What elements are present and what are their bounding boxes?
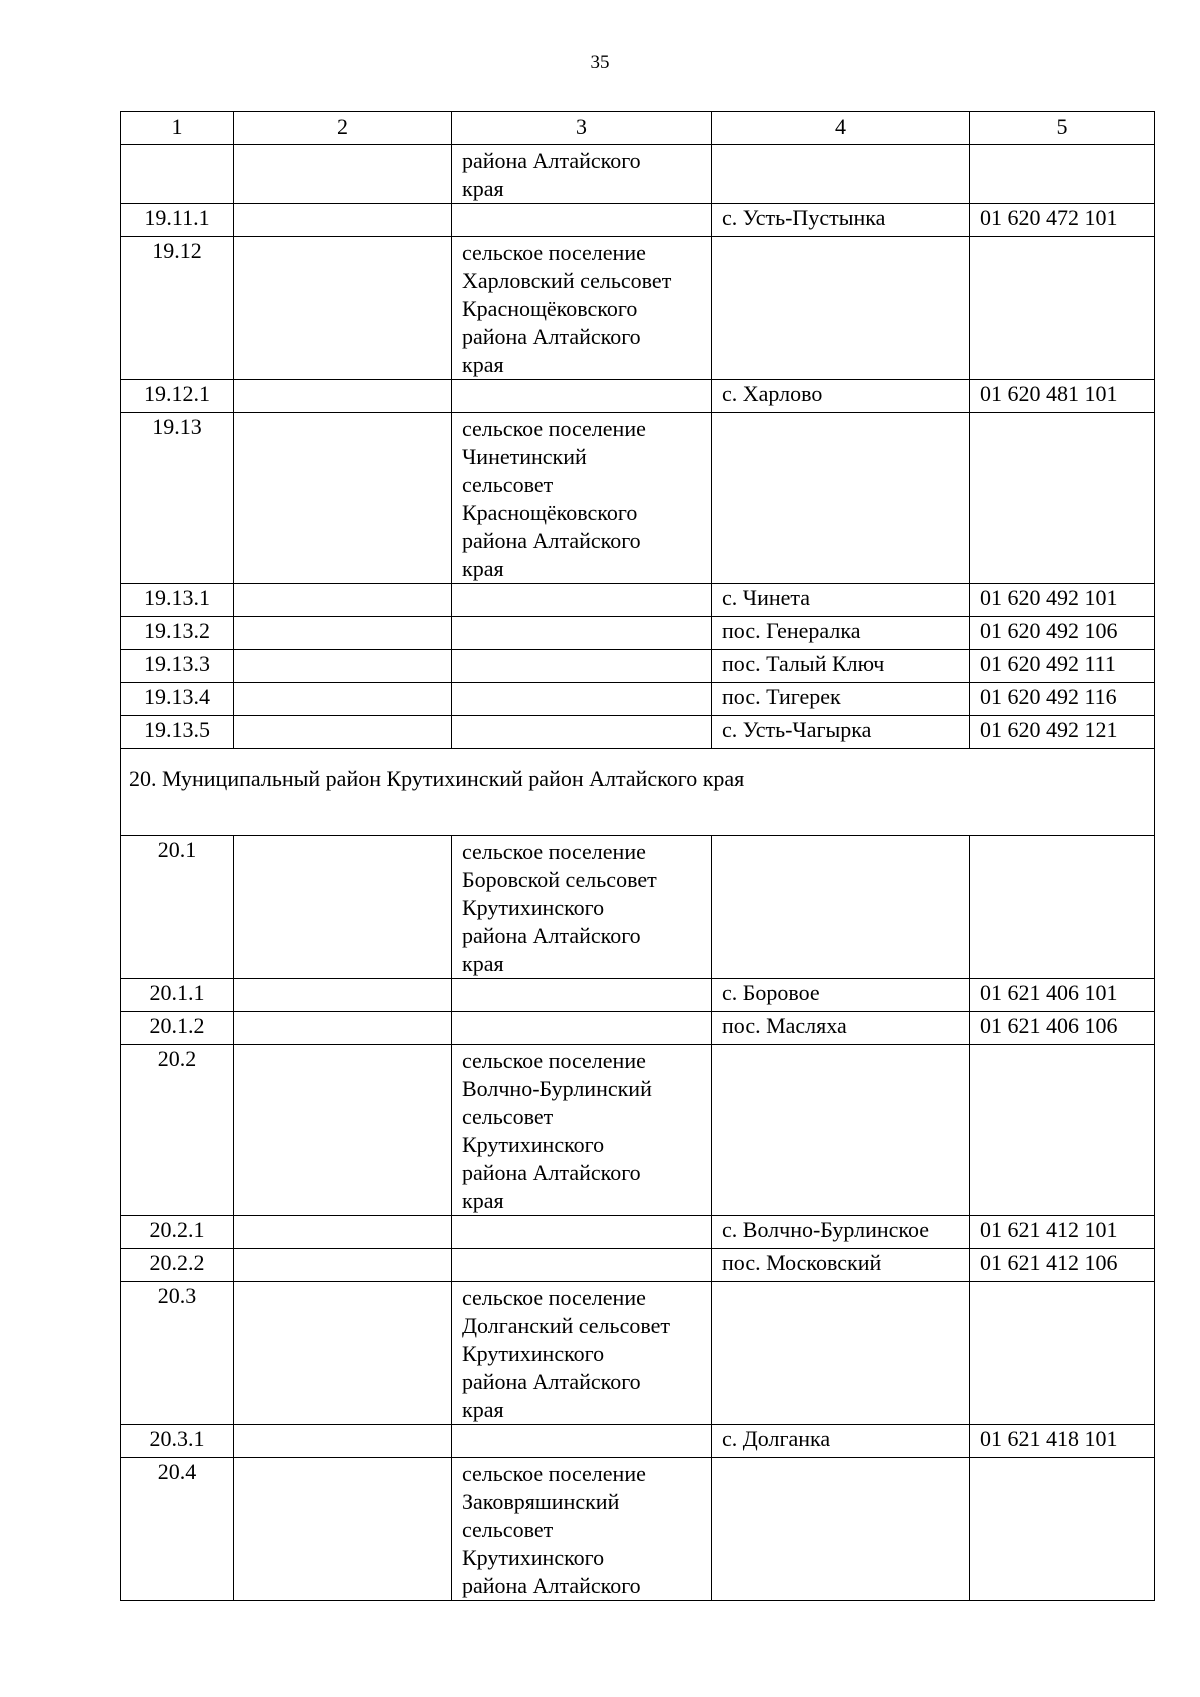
entity-cell — [452, 145, 712, 204]
section-row — [121, 749, 1155, 836]
code-cell: 19.13.2 — [121, 617, 234, 650]
entity-text: района Алтайского края — [462, 148, 641, 201]
entity-cell — [452, 1045, 712, 1216]
table-header-row — [121, 112, 1155, 145]
entity-cell — [452, 204, 712, 237]
settlement-cell: с. Усть-Чагырка — [712, 716, 970, 749]
empty-cell — [234, 716, 452, 749]
oktmo-code-cell: 01 621 412 106 — [970, 1249, 1155, 1282]
oktmo-code-cell: 01 621 412 101 — [970, 1216, 1155, 1249]
section-title: 20. Муниципальный район Крутихинский район Алтайского края — [121, 749, 1155, 836]
entity-cell — [452, 650, 712, 683]
oktmo-code-cell — [970, 1045, 1155, 1216]
oktmo-code-cell: 01 620 492 121 — [970, 716, 1155, 749]
empty-cell — [234, 237, 452, 380]
entity-cell — [452, 979, 712, 1012]
settlement-cell — [712, 145, 970, 204]
settlements-table — [120, 111, 1155, 1601]
empty-cell — [234, 413, 452, 584]
code-cell: 20.2.1 — [121, 1216, 234, 1249]
oktmo-code-cell — [970, 836, 1155, 979]
empty-cell — [234, 683, 452, 716]
empty-cell — [234, 584, 452, 617]
empty-cell — [234, 1425, 452, 1458]
empty-cell — [234, 145, 452, 204]
table-row — [121, 617, 1155, 650]
entity-cell — [452, 1216, 712, 1249]
entity-cell — [452, 683, 712, 716]
oktmo-code-cell: 01 621 418 101 — [970, 1425, 1155, 1458]
entity-cell — [452, 1012, 712, 1045]
oktmo-code-cell: 01 620 492 101 — [970, 584, 1155, 617]
settlement-cell — [712, 237, 970, 380]
table-row — [121, 1282, 1155, 1425]
code-cell: 20.2 — [121, 1045, 234, 1216]
oktmo-code-cell — [970, 145, 1155, 204]
code-cell: 20.1 — [121, 836, 234, 979]
code-cell: 19.11.1 — [121, 204, 234, 237]
entity-cell — [452, 617, 712, 650]
oktmo-code-cell: 01 621 406 101 — [970, 979, 1155, 1012]
table-row — [121, 584, 1155, 617]
oktmo-code-cell: 01 620 492 111 — [970, 650, 1155, 683]
settlement-cell: с. Харлово — [712, 380, 970, 413]
entity-cell — [452, 413, 712, 584]
code-cell: 19.13.1 — [121, 584, 234, 617]
table-row — [121, 1249, 1155, 1282]
code-cell: 20.3 — [121, 1282, 234, 1425]
entity-cell — [452, 237, 712, 380]
column-header: 1 — [121, 112, 234, 145]
code-cell: 19.12.1 — [121, 380, 234, 413]
table-row — [121, 1012, 1155, 1045]
settlement-cell: пос. Масляха — [712, 1012, 970, 1045]
settlement-cell — [712, 1045, 970, 1216]
settlement-cell: с. Долганка — [712, 1425, 970, 1458]
entity-cell — [452, 836, 712, 979]
empty-cell — [234, 650, 452, 683]
empty-cell — [234, 1012, 452, 1045]
page-number: 35 — [590, 52, 610, 73]
table-row — [121, 145, 1155, 204]
code-cell: 19.13 — [121, 413, 234, 584]
table-row — [121, 380, 1155, 413]
table-row — [121, 716, 1155, 749]
entity-text: сельское поселение Боровской сельсовет Крутихинского района Алтайского края — [462, 839, 657, 976]
settlement-cell: с. Волчно-Бурлинское — [712, 1216, 970, 1249]
empty-cell — [234, 1458, 452, 1601]
code-cell: 20.4 — [121, 1458, 234, 1601]
code-cell: 19.13.3 — [121, 650, 234, 683]
empty-cell — [234, 1045, 452, 1216]
entity-text: сельское поселение Волчно-Бурлинский сельсовет Крутихинского района Алтайского края — [462, 1048, 652, 1213]
table-row — [121, 836, 1155, 979]
oktmo-code-cell: 01 620 472 101 — [970, 204, 1155, 237]
settlement-cell: с. Боровое — [712, 979, 970, 1012]
entity-cell — [452, 1249, 712, 1282]
oktmo-code-cell — [970, 237, 1155, 380]
entity-cell — [452, 716, 712, 749]
settlement-cell: пос. Талый Ключ — [712, 650, 970, 683]
column-header: 3 — [452, 112, 712, 145]
oktmo-code-cell: 01 620 492 116 — [970, 683, 1155, 716]
entity-cell — [452, 584, 712, 617]
settlement-cell: пос. Генералка — [712, 617, 970, 650]
table-row — [121, 1425, 1155, 1458]
code-cell: 19.12 — [121, 237, 234, 380]
empty-cell — [234, 1282, 452, 1425]
empty-cell — [234, 979, 452, 1012]
empty-cell — [234, 617, 452, 650]
table-row — [121, 683, 1155, 716]
code-cell: 20.2.2 — [121, 1249, 234, 1282]
oktmo-code-cell: 01 621 406 106 — [970, 1012, 1155, 1045]
entity-text: сельское поселение Долганский сельсовет Крутихинского района Алтайского края — [462, 1285, 670, 1422]
code-cell: 19.13.5 — [121, 716, 234, 749]
oktmo-code-cell: 01 620 492 106 — [970, 617, 1155, 650]
settlement-cell: с. Усть-Пустынка — [712, 204, 970, 237]
table-row — [121, 1045, 1155, 1216]
table-row — [121, 204, 1155, 237]
empty-cell — [234, 1249, 452, 1282]
settlement-cell: пос. Тигерек — [712, 683, 970, 716]
oktmo-code-cell: 01 620 481 101 — [970, 380, 1155, 413]
entity-cell — [452, 380, 712, 413]
entity-cell — [452, 1458, 712, 1601]
settlement-cell — [712, 836, 970, 979]
empty-cell — [234, 204, 452, 237]
table-row — [121, 650, 1155, 683]
column-header: 5 — [970, 112, 1155, 145]
entity-text: сельское поселение Харловский сельсовет Краснощёковского района Алтайского края — [462, 240, 672, 377]
column-header: 2 — [234, 112, 452, 145]
empty-cell — [234, 836, 452, 979]
table-row — [121, 979, 1155, 1012]
oktmo-code-cell — [970, 1458, 1155, 1601]
settlement-cell — [712, 413, 970, 584]
table-row — [121, 413, 1155, 584]
code-cell: 20.1.1 — [121, 979, 234, 1012]
table-row — [121, 237, 1155, 380]
settlement-cell: пос. Московский — [712, 1249, 970, 1282]
code-cell: 19.13.4 — [121, 683, 234, 716]
settlement-cell — [712, 1282, 970, 1425]
oktmo-code-cell — [970, 413, 1155, 584]
entity-text: сельское поселение Чинетинский сельсовет Краснощёковского района Алтайского края — [462, 416, 646, 581]
code-cell: 20.1.2 — [121, 1012, 234, 1045]
code-cell: 20.3.1 — [121, 1425, 234, 1458]
settlement-cell: с. Чинета — [712, 584, 970, 617]
table-row — [121, 1216, 1155, 1249]
column-header: 4 — [712, 112, 970, 145]
empty-cell — [234, 380, 452, 413]
empty-cell — [234, 1216, 452, 1249]
settlement-cell — [712, 1458, 970, 1601]
entity-cell — [452, 1425, 712, 1458]
oktmo-code-cell — [970, 1282, 1155, 1425]
table-row — [121, 1458, 1155, 1601]
entity-cell — [452, 1282, 712, 1425]
entity-text: сельское поселение Заковряшинский сельсовет Крутихинского района Алтайского — [462, 1461, 646, 1598]
code-cell — [121, 145, 234, 204]
